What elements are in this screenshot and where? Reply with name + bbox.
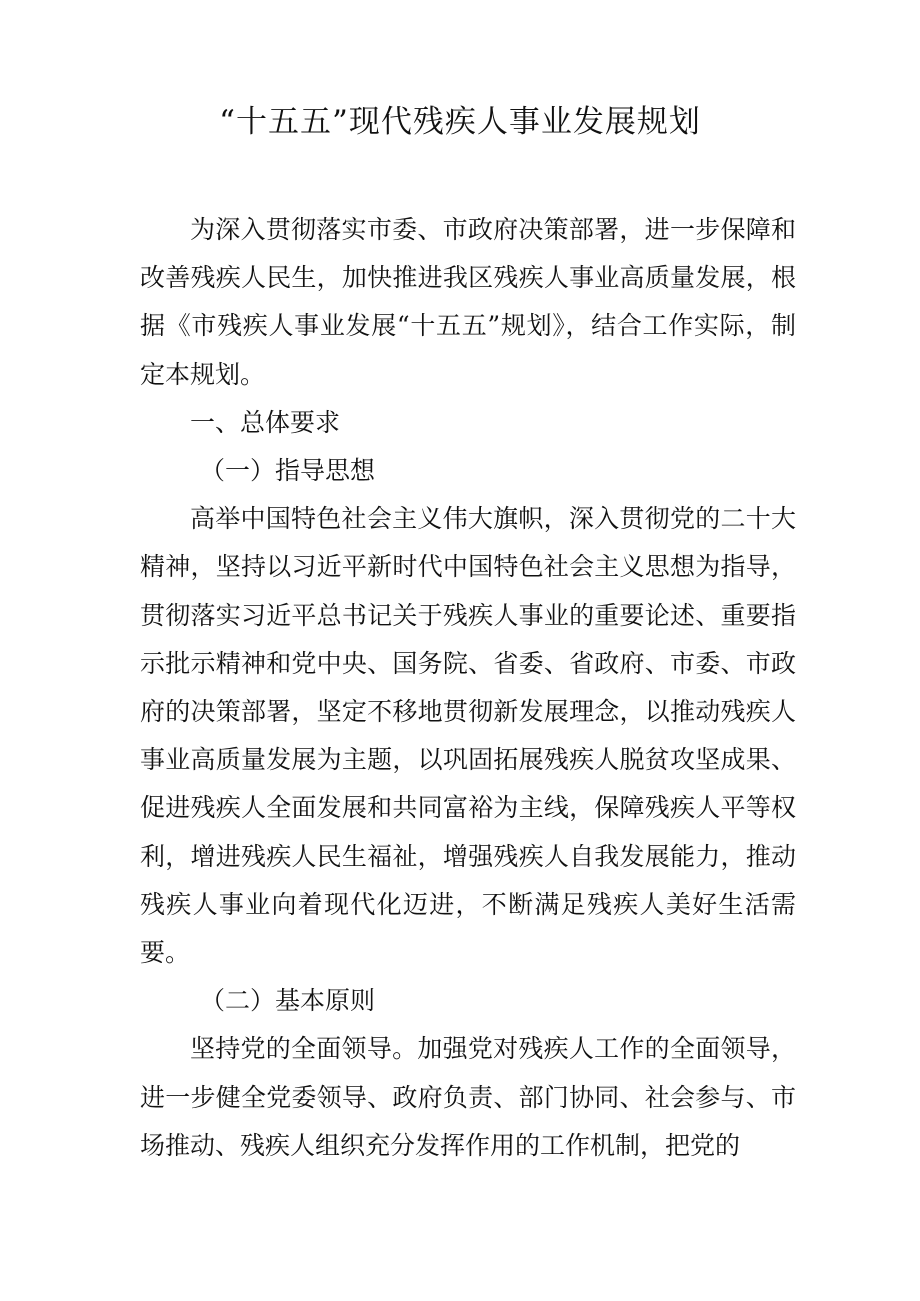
- heading-section-1: 一、总体要求: [190, 407, 341, 437]
- paragraph-basic-principles: 坚持党的全面领导。加强党对残疾人工作的全面领导，进一步健全党委领导、政府负责、部门协同、社会参与、市场推动、残疾人组织充分发挥作用的工作机制，把党的: [140, 1034, 796, 1160]
- heading-subsection-1: （一）指导思想: [200, 456, 376, 486]
- heading-subsection-2: （二）基本原则: [200, 986, 376, 1016]
- paragraph-guiding-thought: 高举中国特色社会主义伟大旗帜，深入贯彻党的二十大精神，坚持以习近平新时代中国特色社会主义思想为指导，贯彻落实习近平总书记关于残疾人事业的重要论述、重要指示批示精神和党中央、国务院、省委、省政府、市委、市政府的决策部署，坚定不移地贯彻新发展理念，以推动残疾人事业高质量发展为主题，以巩固拓展残疾人脱贫攻坚成果、促进残疾人全面发展和共同富裕为主线，保障残疾人平等权利，增进残疾人民生福祉，增强残疾人自我发展能力，推动残疾人事业向着现代化迈进，不断满足残疾人美好生活需要。: [140, 504, 796, 968]
- paragraph-intro: 为深入贯彻落实市委、市政府决策部署，进一步保障和改善残疾人民生，加快推进我区残疾人事业高质量发展，根据《市残疾人事业发展“十五五”规划》，结合工作实际，制定本规划。: [140, 215, 796, 389]
- document-title: “十五五”现代残疾人事业发展规划: [219, 104, 701, 140]
- document-body: [140, 206, 796, 1170]
